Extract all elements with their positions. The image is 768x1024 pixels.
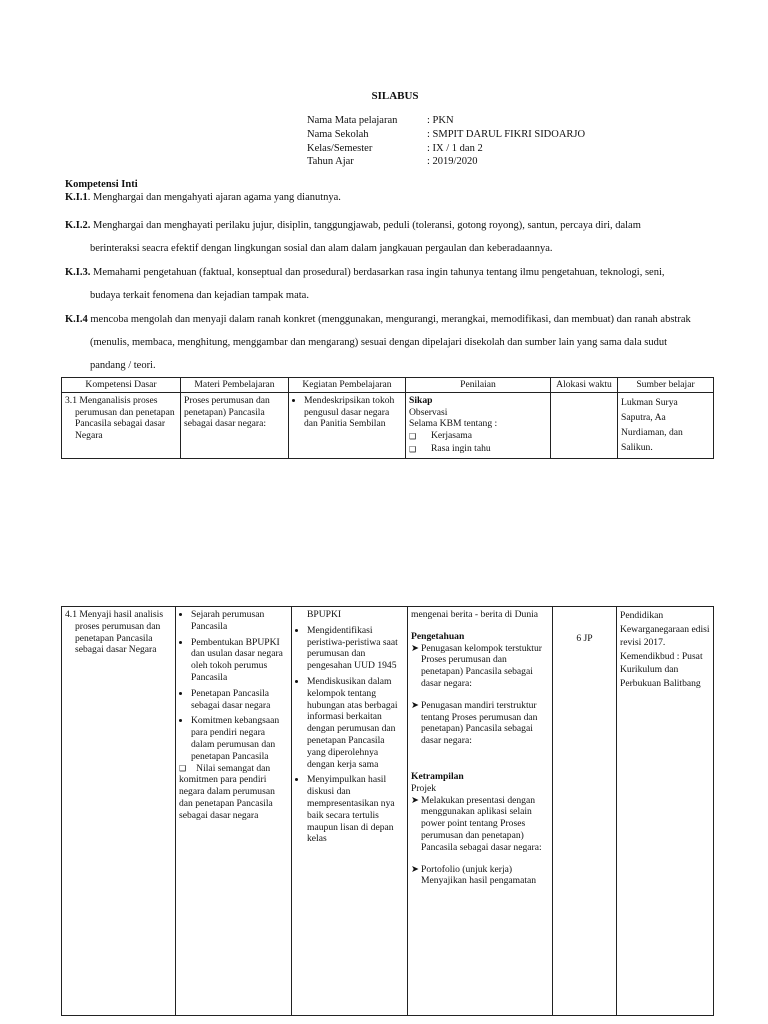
arrow-bullet-icon: ➤ <box>411 863 420 875</box>
meta-value: : 2019/2020 <box>427 156 478 168</box>
pengetahuan-item-text: Penugasan mandiri terstruktur tentang Proses perumusan dan penetapan) Pancasila sebagai dasar negara: <box>421 699 538 747</box>
ki-code: K.I.2. <box>65 220 91 231</box>
meta-row <box>307 114 585 128</box>
materi-extra-text: Nilai semangat dan komitmen para pendiri negara dalam perumusan dan penetapan Pancasila sebagai dasar negara <box>179 762 275 821</box>
sumber-text: Pendidikan Kewarganegaraan edisi revisi 2017. Kemendikbud : Pusat Kurikulum dan Perbukuan Balitbang <box>620 610 710 689</box>
table-row <box>62 392 714 458</box>
pengetahuan-item <box>411 643 549 690</box>
kegiatan-item: • Mengidentifikasi peristiwa-peristiwa saat perumusan dan pengesahan UUD 1945 <box>307 625 404 672</box>
penilaian-item-text: Rasa ingin tahu <box>431 442 491 454</box>
ki-code: K.I.4 <box>65 314 88 325</box>
materi-item: • Komitmen kebangsaan para pendiri negara dalam perumusan dan penetapan Pancasila <box>191 715 288 762</box>
ketrampilan-item-text: Melakukan presentasi dengan menggunakan aplikasi selain power point tentang Proses perumusan dan penetapan) Pancasila sebagai dasar negara: <box>421 794 542 853</box>
meta-label: Kelas/Semester <box>307 142 373 154</box>
ki-text: Memahami pengetahuan (faktual, konseptual dan prosedural) berdasarkan rasa ingin tahunya tentang ilmu pengetahuan, teknologi, seni, <box>93 267 665 278</box>
materi-extra <box>179 763 288 822</box>
ki-text-continued: budaya terkait fenomena dan kejadian tampak mata. <box>90 290 309 301</box>
penilaian-line: Observasi <box>409 406 448 418</box>
penilaian-item <box>409 430 547 443</box>
penilaian-top: mengenai berita - berita di Dunia <box>411 609 539 620</box>
arrow-bullet-icon: ➤ <box>411 699 420 711</box>
ki-text: Menghargai dan mengahyati ajaran agama yang dianutnya. <box>93 192 341 203</box>
ki-text-continued: (menulis, membaca, menghitung, menggambar dan mengarang) sesuai dengan dipelajari disekolah dan sumber lain yang sama dala sudut <box>90 337 668 348</box>
materi-cell <box>176 607 292 1016</box>
document-title: SILABUS <box>371 90 419 102</box>
meta-label: Nama Mata pelajaran <box>307 115 398 126</box>
kegiatan-item: • Mendiskusikan dalam kelompok tentang hubungan atas berbagai informasi berkaitan dengan perumusan dan penetapan Pancasila yang diperolehnya dengan kerja sama <box>307 676 404 770</box>
penilaian-heading: Sikap <box>409 394 433 406</box>
kompetensi-inti-heading: Kompetensi Inti <box>65 179 138 190</box>
header-alokasi: Alokasi waktu <box>551 378 618 393</box>
ki-item-1 <box>65 186 725 209</box>
header-kompetensi-dasar: Kompetensi Dasar <box>62 378 181 393</box>
ketrampilan-item <box>411 795 549 854</box>
kegiatan-item: • Menyimpulkan hasil diskusi dan mempresentasikan nya baik secara tertulis maupun lisan di depan kelas <box>307 774 404 845</box>
sumber-cell <box>617 607 714 1016</box>
kegiatan-cell <box>292 607 408 1016</box>
ki-sep: . <box>87 192 94 203</box>
ki-code: K.I.1 <box>65 192 88 203</box>
materi-item: • Pembentukan BPUPKI dan usulan dasar negara oleh tokoh perumus Pancasila <box>191 637 288 684</box>
ketrampilan-sub: Projek <box>411 782 437 794</box>
ki-item-4 <box>65 308 725 377</box>
ki-text-continued: berinteraksi seacra efektif dengan lingkungan sosial dan alam dalam jangkauan pergaulan dan keberadaannya. <box>90 243 553 254</box>
alokasi-text: 6 JP <box>576 633 593 644</box>
ki-item-2 <box>65 214 725 260</box>
kd-text: 3.1 Menganalisis proses perumusan dan penetapan Pancasila sebagai dasar Negara <box>65 394 175 442</box>
meta-row <box>307 142 585 156</box>
silabus-table-page-1 <box>61 377 714 459</box>
ketrampilan-item-text: Portofolio (unjuk kerja) Menyajikan hasil pengamatan <box>421 863 537 887</box>
kd-cell <box>62 392 181 458</box>
diamond-bullet-icon: ❑ <box>409 432 417 442</box>
kegiatan-cell <box>289 392 406 458</box>
arrow-bullet-icon: ➤ <box>411 642 420 654</box>
kegiatan-top: BPUPKI <box>307 609 342 620</box>
meta-row <box>307 155 585 169</box>
ki-text-continued: pandang / teori. <box>90 360 156 371</box>
header-sumber: Sumber belajar <box>618 378 714 393</box>
header-penilaian: Penilaian <box>406 378 551 393</box>
meta-block <box>307 114 585 169</box>
ki-code: K.I.3. <box>65 267 91 278</box>
meta-value: : IX / 1 dan 2 <box>427 142 483 154</box>
header-materi: Materi Pembelajaran <box>181 378 289 393</box>
alokasi-cell <box>553 607 617 1016</box>
kd-text: 4.1 Menyaji hasil analisis proses perumusan dan penetapan Pancasila sebagai dasar Negara <box>65 609 164 656</box>
kegiatan-item: • Mendeskripsikan tokoh pengusul dasar negara dan Panitia Sembilan <box>304 395 402 430</box>
penilaian-cell <box>408 607 553 1016</box>
materi-cell <box>181 392 289 458</box>
meta-value: : PKN <box>427 115 454 126</box>
pengetahuan-heading: Pengetahuan <box>411 630 465 642</box>
penilaian-item <box>409 443 547 456</box>
ketrampilan-item <box>411 864 549 888</box>
meta-row <box>307 128 585 142</box>
ketrampilan-heading: Ketrampilan <box>411 770 464 782</box>
pengetahuan-item <box>411 700 549 747</box>
silabus-table-page-2 <box>61 606 714 1016</box>
sumber-text: Lukman Surya Saputra, Aa Nurdiaman, dan Salikun. <box>621 396 683 453</box>
table-row <box>62 607 714 1016</box>
meta-value: : SMPIT DARUL FIKRI SIDOARJO <box>427 128 586 140</box>
materi-item: • Sejarah perumusan Pancasila <box>191 609 288 633</box>
materi-item: • Penetapan Pancasila sebagai dasar negara <box>191 688 288 712</box>
pengetahuan-item-text: Penugasan kelompok terstuktur Proses perumusan dan penetapan) Pancasila sebagai dasar negara: <box>421 642 542 689</box>
penilaian-line: Selama KBM tentang : <box>409 418 498 430</box>
table-header-row <box>62 378 714 393</box>
ki-text: Menghargai dan menghayati perilaku jujur, disiplin, tanggungjawab, peduli (toleransi, gotong royong), santun, percaya diri, dalam <box>93 220 641 231</box>
ki-text: mencoba mengolah dan menyaji dalam ranah konkret (menggunakan, mengurangi, merangkai, memodifikasi, dan membuat) dan ranah abstrak <box>90 314 691 325</box>
diamond-bullet-icon: ❑ <box>179 763 197 773</box>
arrow-bullet-icon: ➤ <box>411 794 420 806</box>
materi-text: Proses perumusan dan penetapan) Pancasila sebagai dasar negara: <box>184 394 270 430</box>
alokasi-cell <box>551 392 618 458</box>
diamond-bullet-icon: ❑ <box>409 444 417 454</box>
kd-cell <box>62 607 176 1016</box>
sumber-cell <box>618 392 714 458</box>
meta-label: Tahun Ajar <box>307 156 354 168</box>
penilaian-cell <box>406 392 551 458</box>
penilaian-item-text: Kerjasama <box>431 430 473 442</box>
meta-label: Nama Sekolah <box>307 128 369 140</box>
header-kegiatan: Kegiatan Pembelajaran <box>289 378 406 393</box>
ki-item-3 <box>65 261 725 307</box>
